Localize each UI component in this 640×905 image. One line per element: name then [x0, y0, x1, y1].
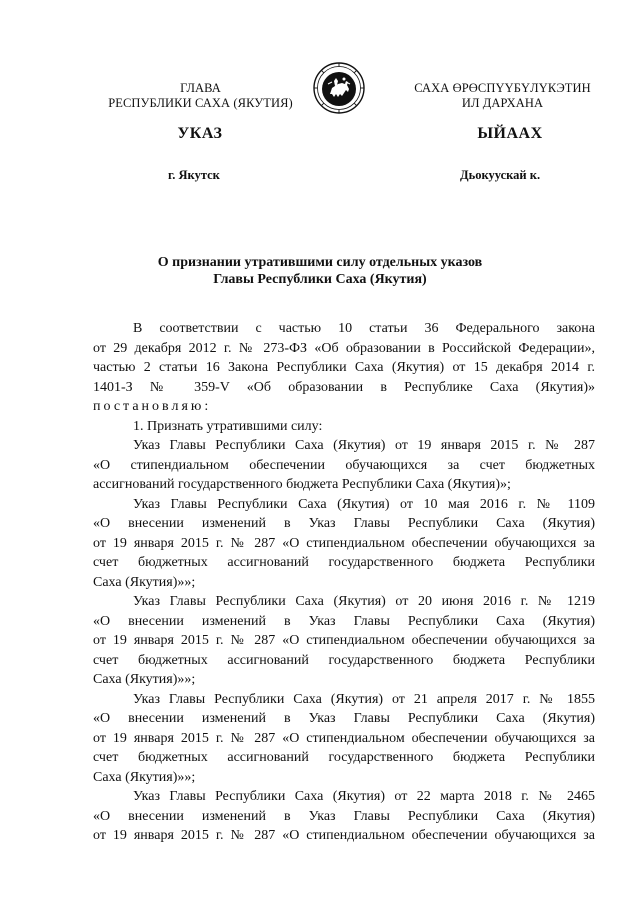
header-left-line2: РЕСПУБЛИКИ САХА (ЯКУТИЯ)	[108, 96, 293, 110]
header-right-line1: САХА ӨРӨСПҮҮБҮЛҮКЭТИН	[414, 81, 591, 95]
header-right-line2: ИЛ ДАРХАНА	[461, 96, 544, 110]
body-line: от 29 декабря 2012 г. № 273-ФЗ «Об образовании в Российской Федерации»,	[93, 340, 595, 356]
doc-type-right: ЫЙААХ	[477, 125, 543, 142]
body-line: частью 2 статьи 16 Закона Республики Саха (Якутия) от 15 декабря 2014 г.	[93, 360, 595, 375]
body-line: от 19 января 2015 г. № 287 «О стипендиальном обеспечении обучающихся за	[93, 828, 595, 843]
body-line: от 19 января 2015 г. № 287 «О стипендиальном обеспечении обучающихся за	[93, 730, 595, 746]
body-line: ассигнований государственного бюджета Республики Саха (Якутия)»;	[93, 477, 511, 492]
title-line1: О признании утратившими силу отдельных указов	[157, 255, 483, 270]
body-line: «О внесении изменений в Указ Главы Республики Саха (Якутия)	[93, 711, 595, 726]
body-line: Саха (Якутия)»»;	[93, 769, 196, 785]
body-line: Указ Главы Республики Саха (Якутия) от 22 марта 2018 г. № 2465	[133, 789, 595, 804]
body-line: Саха (Якутия)»»;	[93, 672, 196, 687]
body-line: «О внесении изменений в Указ Главы Республики Саха (Якутия)	[93, 516, 595, 531]
body-line: Указ Главы Республики Саха (Якутия) от 10 мая 2016 г. № 1109	[133, 496, 595, 512]
body-line: 1. Признать утратившими силу:	[133, 418, 323, 434]
body-line: от 19 января 2015 г. № 287 «О стипендиальном обеспечении обучающихся за	[93, 535, 595, 551]
body-line: «О внесении изменений в Указ Главы Республики Саха (Якутия)	[93, 613, 595, 629]
body-line: счет бюджетных ассигнований государственного бюджета Республики	[93, 750, 595, 765]
body-line: Указ Главы Республики Саха (Якутия) от 21 апреля 2017 г. № 1855	[133, 691, 595, 707]
body-line: 1401-З № 359-V «Об образовании в Республике Саха (Якутия)»	[93, 379, 595, 395]
body-line: «О внесении изменений в Указ Главы Республики Саха (Якутия)	[93, 808, 595, 824]
body-line: Саха (Якутия)»»;	[93, 574, 196, 590]
coat-of-arms-icon	[313, 62, 365, 114]
body-line: Указ Главы Республики Саха (Якутия) от 20 июня 2016 г. № 1219	[133, 594, 595, 609]
body-line: постановляю:	[93, 399, 212, 414]
city-right: Дьокуускай к.	[460, 168, 541, 182]
body-line: счет бюджетных ассигнований государственного бюджета Республики	[93, 652, 595, 668]
body-line: от 19 января 2015 г. № 287 «О стипендиальном обеспечении обучающихся за	[93, 633, 595, 648]
body-line: «О стипендиальном обеспечении обучающихся за счет бюджетных	[93, 457, 595, 473]
document-title	[90, 254, 550, 288]
header-left-block	[93, 81, 308, 111]
title-line2: Главы Республики Саха (Якутия)	[213, 272, 427, 287]
document-body	[93, 319, 595, 846]
body-line: счет бюджетных ассигнований государственного бюджета Республики	[93, 555, 595, 570]
doc-type-left: УКАЗ	[177, 125, 223, 142]
body-line: Указ Главы Республики Саха (Якутия) от 19 января 2015 г. № 287	[133, 438, 595, 453]
header-left-line1: ГЛАВА	[180, 81, 221, 95]
body-line: В соответствии с частью 10 статьи 36 Федерального закона	[133, 321, 595, 336]
city-left: г. Якутск	[168, 168, 220, 182]
header-right-block	[395, 81, 610, 111]
